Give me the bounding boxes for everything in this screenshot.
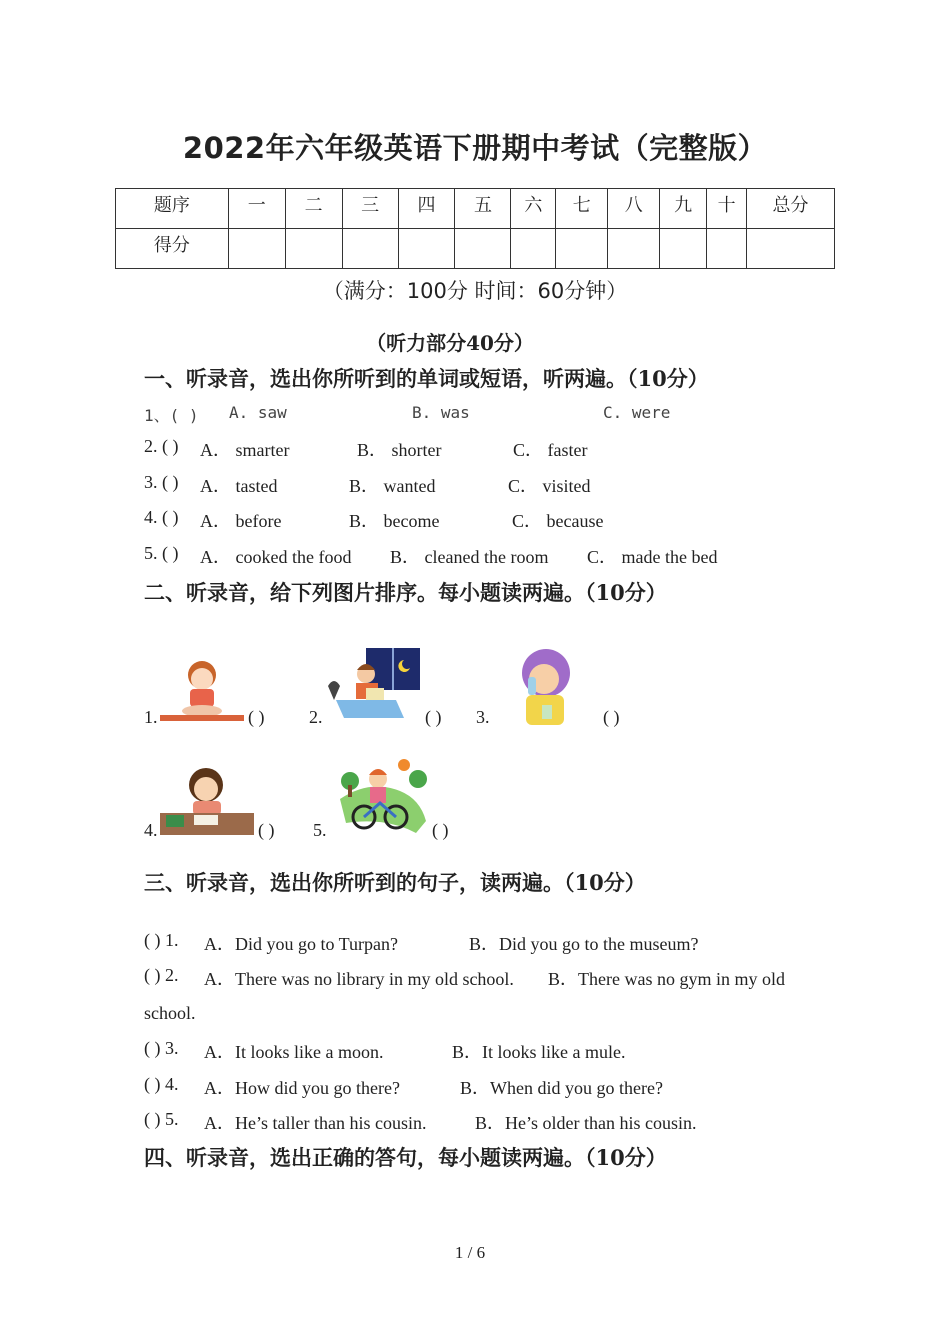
s2-pic3-blank[interactable]: ( )	[603, 707, 620, 727]
score-cell[interactable]	[660, 229, 707, 269]
s3-q4-option-a: A．How did you go there?	[204, 1078, 400, 1098]
s2-pic4-number: 4.	[144, 820, 158, 840]
score-cell[interactable]	[707, 229, 747, 269]
s3-q2-option-a: A．There was no library in my old school.	[204, 969, 514, 989]
s1-q5-option-b: B． cleaned the room	[390, 547, 549, 567]
s1-q1-option-c: C. were	[603, 403, 671, 422]
s2-pic5-number: 5.	[313, 820, 327, 840]
s1-q1-option-a: A. saw	[229, 403, 287, 422]
score-row-label: 得分	[116, 229, 229, 269]
woman-writing-illustration	[160, 763, 255, 839]
section1-heading: 一、听录音，选出你所听到的单词或短语，听两遍。（10分）	[144, 366, 709, 391]
header-cell: 二	[285, 189, 342, 229]
s3-q5-option-a: A．He’s taller than his cousin.	[204, 1113, 427, 1133]
s1-q3-option-c: C． visited	[508, 476, 591, 496]
s3-q2-continuation: school.	[144, 1003, 196, 1023]
s3-q3-option-a: A．It looks like a moon.	[204, 1042, 384, 1062]
page-title: 2022年六年级英语下册期中考试（完整版）	[182, 131, 768, 165]
s1-q3-number: 3. ( )	[144, 472, 179, 492]
s1-q2-number: 2. ( )	[144, 436, 179, 456]
header-cell: 四	[398, 189, 455, 229]
header-cell: 九	[660, 189, 707, 229]
s3-q2-number: ( ) 2.	[144, 965, 179, 985]
s3-q4-option-b: B．When did you go there?	[460, 1078, 663, 1098]
s3-q2-option-b: B．There was no gym in my old	[548, 969, 785, 989]
section4-heading: 四、听录音，选出正确的答句，每小题读两遍。（10分）	[144, 1145, 667, 1170]
score-cell[interactable]	[747, 229, 835, 269]
header-cell: 七	[556, 189, 608, 229]
score-cell[interactable]	[608, 229, 660, 269]
header-cell: 八	[608, 189, 660, 229]
s1-q4-number: 4. ( )	[144, 507, 179, 527]
score-cell[interactable]	[455, 229, 511, 269]
girl-sitting-illustration	[160, 655, 245, 725]
s1-q2-option-b: B． shorter	[357, 440, 442, 460]
s1-q4-option-b: B． become	[349, 511, 440, 531]
exam-info: （满分：100分 时间：60分钟）	[322, 279, 628, 303]
s3-q5-number: ( ) 5.	[144, 1109, 179, 1129]
header-cell: 六	[511, 189, 556, 229]
boy-riding-bike-illustration	[336, 755, 431, 835]
s3-q3-number: ( ) 3.	[144, 1038, 179, 1058]
s1-q5-number: 5. ( )	[144, 543, 179, 563]
s3-q1-option-b: B．Did you go to the museum?	[469, 934, 699, 954]
s1-q5-option-c: C． made the bed	[587, 547, 718, 567]
score-cell[interactable]	[342, 229, 398, 269]
s2-pic3-number: 3.	[476, 707, 490, 727]
s1-q3-option-b: B． wanted	[349, 476, 436, 496]
score-cell[interactable]	[556, 229, 608, 269]
s2-pic2-blank[interactable]: ( )	[425, 707, 442, 727]
score-cell[interactable]	[398, 229, 455, 269]
score-header-row	[116, 189, 835, 229]
page-number: 1 / 6	[454, 1243, 486, 1262]
section3-heading: 三、听录音，选出你所听到的句子，读两遍。（10分）	[144, 870, 646, 895]
s2-pic5-blank[interactable]: ( )	[432, 820, 449, 840]
header-cell: 总分	[747, 189, 835, 229]
header-cell: 一	[228, 189, 285, 229]
s1-q4-option-c: C． because	[512, 511, 604, 531]
s2-pic1-blank[interactable]: ( )	[248, 707, 265, 727]
score-cell[interactable]	[285, 229, 342, 269]
score-cell[interactable]	[511, 229, 556, 269]
boy-reading-at-night-illustration	[326, 648, 421, 728]
s1-q2-option-a: A． smarter	[200, 440, 290, 460]
score-cell[interactable]	[228, 229, 285, 269]
s3-q4-number: ( ) 4.	[144, 1074, 179, 1094]
score-table	[115, 188, 835, 269]
section2-heading: 二、听录音，给下列图片排序。每小题读两遍。（10分）	[144, 580, 667, 605]
s3-q1-option-a: A．Did you go to Turpan?	[204, 934, 399, 954]
s1-q3-option-a: A． tasted	[200, 476, 278, 496]
header-cell: 五	[455, 189, 511, 229]
header-cell: 题序	[116, 189, 229, 229]
s3-q3-option-b: B．It looks like a mule.	[452, 1042, 626, 1062]
s1-q4-option-a: A． before	[200, 511, 282, 531]
s1-q1-option-b: B. was	[412, 403, 470, 422]
s3-q5-option-b: B．He’s older than his cousin.	[475, 1113, 697, 1133]
s1-q2-option-c: C． faster	[513, 440, 588, 460]
s2-pic1-number: 1.	[144, 707, 158, 727]
s1-q5-option-a: A． cooked the food	[200, 547, 352, 567]
listening-header: （听力部分40分）	[366, 331, 534, 355]
s3-q1-number: ( ) 1.	[144, 930, 179, 950]
s2-pic2-number: 2.	[309, 707, 323, 727]
s1-q1-number: 1、( )	[144, 406, 199, 425]
girl-brushing-teeth-illustration	[504, 645, 584, 727]
s2-pic4-blank[interactable]: ( )	[258, 820, 275, 840]
header-cell: 三	[342, 189, 398, 229]
header-cell: 十	[707, 189, 747, 229]
score-row	[116, 229, 835, 269]
